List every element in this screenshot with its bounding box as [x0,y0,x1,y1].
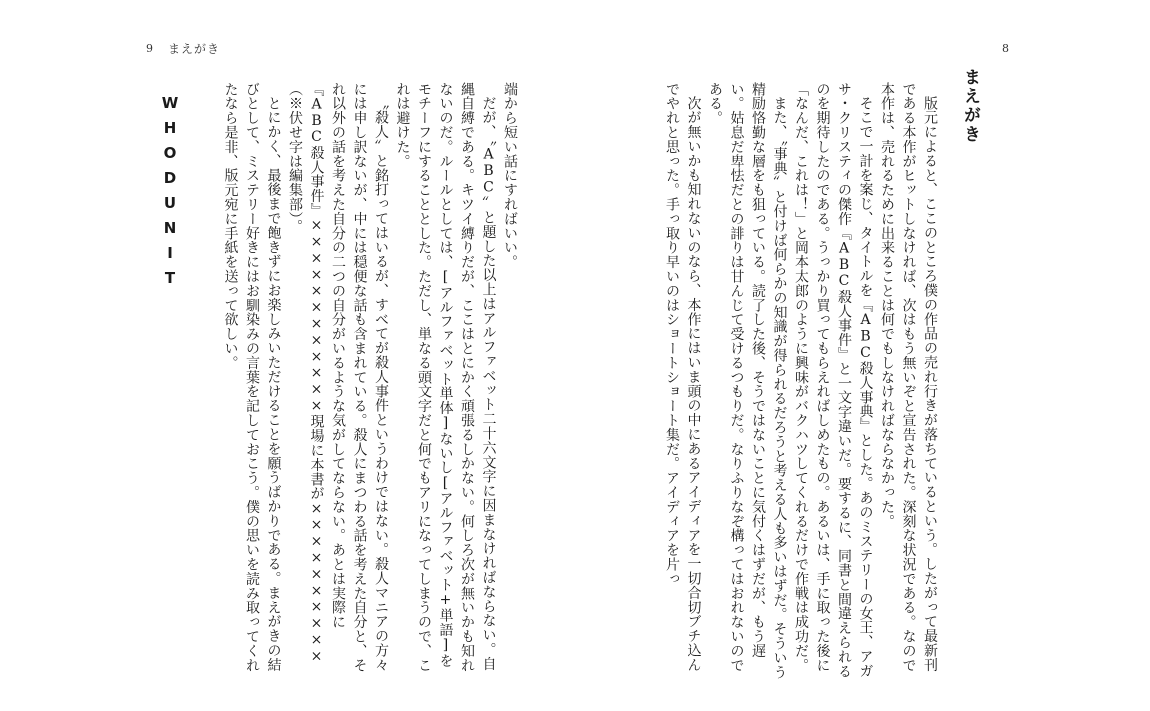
right-page-number: 8 [1002,42,1009,55]
paragraph: 〝殺人〟と銘打ってはいるが、すべてが殺人事件というわけではない。殺人マニアの方々には申し訳ないが、中には穏便な話も含まれている。殺人にまつわる話を考えた自分と、それ以外の話を考えた自分の二つの自分がいるような気がしてならない。あとは実際に『ABC殺人事件』××××××××××××現場に本書が××××××××××（※伏せ字は編集部）。 [287,82,389,673]
left-page-body [202,82,520,682]
paragraph: だが、〝ABC〟と題した以上はアルファベット二十六文字に因まなければならない。自縄自縛である。キツイ縛りだが、ここはとにかく頑張るしかない。何しろ次が無いかも知れないのだ。ルールとしては、[アルファベット単体]ないし[アルファベット+単語]をモチーフにすることとした。ただし、単なる頭文字だと何でもアリになってしまうので、これは避けた。 [394,82,497,673]
right-page-body [620,82,940,682]
paragraph: とにかく、最後まで飽きずにお楽しみいただけることを願うばかりである。まえがきの結びとして、ミステリー好きにはお馴染みの言葉を記しておこう。僕の思いを読み取ってくれたなら是非、版元宛に手紙を送って欲しい。 [222,82,282,673]
left-page-number: 9 [146,42,153,55]
paragraph: 端から短い話にすればいい。 [502,82,518,270]
chapter-title: まえがき [960,68,980,144]
running-head: まえがき [168,42,221,56]
whodunit-heading: WHODUNIT [161,94,179,294]
paragraph: 次が無いかも知れないのなら、本作にはいま頭の中にあるアイディアを一切合切ブチ込んでやれと思った。手っ取り早いのはショートショート集だ。アイディアを片っ [664,82,702,672]
paragraph: 版元によると、ここのところ僕の作品の売れ行きが落ちているという。したがって最新刊である本作がヒットしなければ、次はもう無いぞと宣告された。深刻な状況である。なので本作は、売れるために出来ることは何でもしなければならなかった。 [879,82,938,673]
paragraph: また、〝事典〟と付けば何らかの知識が得られるだろうと考える人も多いはずだ。そういう精励恪勤な層をも狙っている。読了した後、そうではないことに気付くはずだが、もう遅い。姑息だ卑怯だとの誹りは甘んじて受けるつもりだ。なりふりなぞ構ってはおれないのである。 [707,82,788,680]
paragraph: そこで一計を案じ、タイトルを『ABC殺人事典』とした。あのミステリーの女王、アガサ・クリスティの傑作『ABC殺人事件』と一文字違いだ。要するに、同書と間違えられるのを期待したのである。うっかり買ってもらえればしめたもの。あるいは、手に取った後に「なんだ、これは！」と岡本太郎のように興味がバクハツしてくれるだけで作戦は成功だ。 [793,82,874,679]
